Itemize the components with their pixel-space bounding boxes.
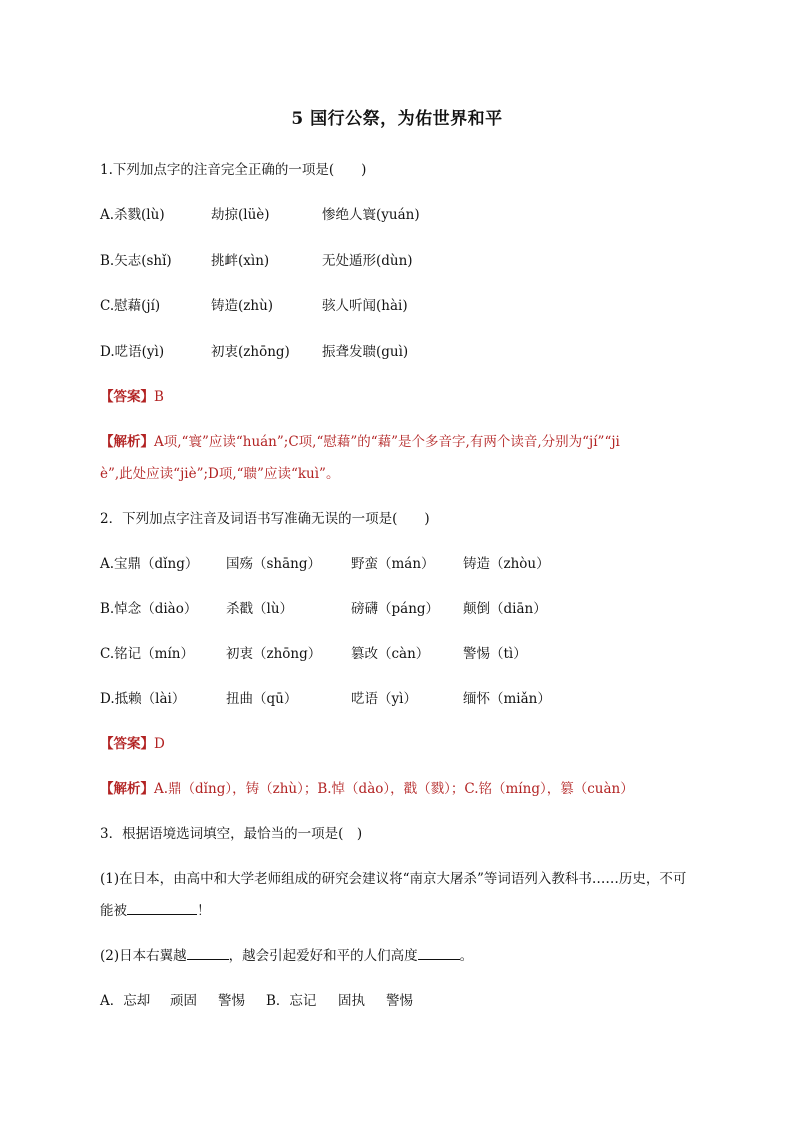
q1-c-col3: 骇人听闻(hài)	[322, 298, 408, 314]
sentence-text: (2)日本右翼越	[100, 948, 187, 964]
q2-d-col1: D.抵赖（lài）	[100, 691, 186, 707]
answer-label: 【答案】	[100, 736, 154, 752]
answer-value: B	[154, 389, 164, 405]
q2-b-col4: 颠倒（diān）	[463, 601, 547, 617]
q1-analysis-line2: è”,此处应读“jiè”;D项,“聩”应读“kuì”。	[100, 466, 340, 482]
q3-option-b: B．忘记	[266, 993, 317, 1009]
q1-a-col1: A.杀戮(lù)	[100, 207, 165, 223]
q1-c-col1: C.慰藉(jí)	[100, 298, 161, 314]
q1-analysis-line1	[100, 430, 620, 450]
q2-b-col2: 杀戳（lù）	[226, 601, 294, 617]
q3-option-a-word3: 警惕	[218, 993, 245, 1009]
analysis-label: 【解析】	[100, 781, 154, 797]
q1-stem: 1.下列加点字的注音完全正确的一项是( )	[100, 162, 367, 178]
q2-b-col3: 磅礴（páng）	[351, 601, 440, 617]
q2-a-col2: 国殇（shāng）	[226, 556, 322, 572]
fill-blank	[127, 901, 197, 915]
q2-b-col1: B.悼念（diào）	[100, 601, 198, 617]
q1-d-col1: D.呓语(yì)	[100, 344, 165, 360]
q2-c-col1: C.铭记（mín）	[100, 646, 194, 662]
sentence-text: ！	[197, 903, 211, 919]
q1-d-col2: 初衷(zhōng)	[211, 344, 290, 360]
analysis-text: A.鼎（dǐng），铸（zhù）；B.悼（dào），戳（戮）；C.铭（míng），篡（cuàn）	[154, 781, 634, 797]
q1-c-col2: 铸造(zhù)	[211, 298, 274, 314]
q3-sentence1: (1)在日本，由高中和大学老师组成的研究会建议将“南京大屠杀”等词语列入教科书……历史，不可	[100, 871, 687, 887]
q1-answer	[100, 385, 164, 405]
sentence-text: 。	[459, 948, 474, 964]
q1-b-col2: 挑衅(xìn)	[211, 253, 270, 269]
q2-d-col2: 扭曲（qū）	[226, 691, 298, 707]
fill-blank	[187, 946, 229, 960]
q3-option-b-word2: 固执	[338, 993, 365, 1009]
q3-sentence2	[100, 944, 473, 964]
page-title: 5 国行公祭，为佑世界和平	[291, 109, 503, 129]
q2-c-col3: 篡改（càn）	[351, 646, 430, 662]
q3-sentence1-cont	[100, 899, 211, 919]
sentence-text: 能被	[100, 903, 127, 919]
sentence-text: ，越会引起爱好和平的人们高度	[228, 948, 418, 964]
answer-value: D	[154, 736, 165, 752]
q3-option-b-word3: 警惕	[386, 993, 413, 1009]
q1-a-col2: 劫掠(lüè)	[211, 207, 270, 223]
q2-c-col2: 初衷（zhōng）	[226, 646, 322, 662]
q1-b-col3: 无处遁形(dùn)	[322, 253, 413, 269]
fill-blank	[418, 946, 460, 960]
q3-option-a-word2: 顽固	[170, 993, 197, 1009]
answer-label: 【答案】	[100, 389, 154, 405]
q2-a-col1: A.宝鼎（dǐng）	[100, 556, 199, 572]
q2-a-col3: 野蛮（mán）	[351, 556, 435, 572]
analysis-text: A项,“寰”应读“huán”;C项,“慰藉”的“藉”是个多音字,有两个读音,分别为“jí”“ji	[154, 434, 620, 450]
q2-stem: 2．下列加点字注音及词语书写准确无误的一项是( )	[100, 511, 430, 527]
q2-answer	[100, 732, 165, 752]
q2-d-col3: 呓语（yì）	[351, 691, 417, 707]
q2-a-col4: 铸造（zhòu）	[463, 556, 550, 572]
q1-d-col3: 振聋发聩(guì)	[322, 344, 409, 360]
q2-analysis	[100, 777, 634, 797]
analysis-label: 【解析】	[100, 434, 154, 450]
q3-option-a: A．忘却	[100, 993, 151, 1009]
q2-c-col4: 警惕（tì）	[463, 646, 527, 662]
q2-d-col4: 缅怀（miǎn）	[463, 691, 551, 707]
q1-b-col1: B.矢志(shǐ)	[100, 253, 172, 269]
q1-a-col3: 惨绝人寰(yuán)	[322, 207, 420, 223]
q3-stem: 3．根据语境选词填空，最恰当的一项是( )	[100, 826, 363, 842]
